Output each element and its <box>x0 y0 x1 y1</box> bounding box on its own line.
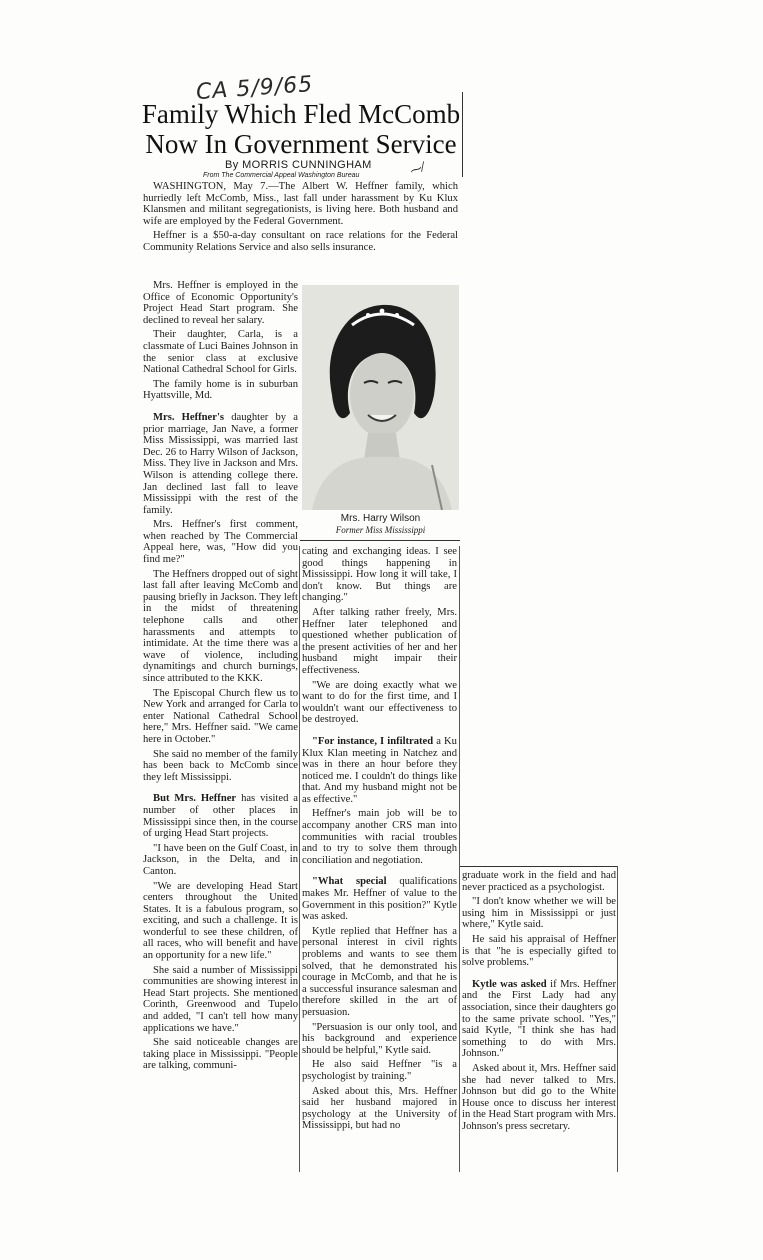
column-2 <box>302 546 457 1135</box>
col3a-paragraph: He said his appraisal of Heffner is that "he is especially gifted to solve problems." <box>462 933 616 969</box>
column-1-top <box>143 280 298 1075</box>
col1e-paragraph: She said noticeable changes are taking place in Mississippi. "People are talking, communi- <box>143 1037 298 1072</box>
col3a-paragraph: "I don't know whether we will be using him in Mississippi or just where," Kytle said. <box>462 896 616 931</box>
pen-mark: ⁓⁄ <box>408 160 426 178</box>
col2e-paragraph: He also said Heffner "is a psychologist by training." <box>302 1059 457 1082</box>
col2e-paragraph: Asked about this, Mrs. Heffner said her husband majored in psychology at the University of Mississippi, but had no <box>302 1085 457 1132</box>
intro-text <box>143 181 458 257</box>
col2a-paragraph: "We are doing exactly what we want to do for the first time, and I wouldn't want our effectiveness to be destroyed. <box>302 679 457 726</box>
col1e-paragraph: "I have been on the Gulf Coast, in Jackson, in the Delta, and in Canton. <box>143 842 298 877</box>
col1e-paragraph: "We are developing Head Start centers throughout the United States. It is a fabulous program, so exciting, and such a challenge. It is wonderful to see these children, of all races, who will benefit and have an opportunity for a new life." <box>143 880 298 962</box>
portrait-illustration <box>302 285 459 510</box>
col3b-text: if Mrs. Heffner and the First Lady had any association, since their daughters go to the same private school. "Yes," said Kytle, "I think she has had something to do with Mrs. Johnson." <box>462 978 617 1060</box>
subhead-lead: Kytle was asked <box>472 978 547 990</box>
headline-right-rule <box>462 92 463 177</box>
caption-name: Mrs. Harry Wilson <box>340 513 421 524</box>
subhead-lead: But Mrs. Heffner <box>153 793 237 805</box>
intro-paragraph-2: Heffner is a $50-a-day consultant on race relations for the Federal Community Relations Service and also sells insurance. <box>143 230 458 253</box>
col1b-text: daughter by a prior marriage, Jan Nave, a former Miss Mississippi, was married last Dec. 26 to Harry Wilson of Jackson, Miss. They live in Jackson and Mrs. Wilson is attending college there. Jan declined last fall to leave Mississippi with the rest of the family. <box>143 411 298 516</box>
col2a-paragraph: After talking rather freely, Mrs. Heffner later telephoned and questioned whether publication of the present activities of her and her husband might impair their effectiveness. <box>302 606 457 676</box>
col2e-paragraph: "Persuasion is our only tool, and his background and experience should be helpful," Kytle said. <box>302 1021 457 1056</box>
col1c-paragraph: She said no member of the family has been back to McComb since they left Mississippi. <box>143 748 298 783</box>
column-3 <box>462 870 616 1135</box>
col1d-text: has visited a number of other places in Mississippi since then, in the course of urging Head Start projects. <box>143 793 298 840</box>
byline: By MORRIS CUNNINGHAM <box>225 159 372 171</box>
col2c-paragraph: Heffner's main job will be to accompany another CRS man into communities with racial troubles and to try to solve them through conciliation and negotiation. <box>302 808 457 866</box>
caption-title: Former Miss Mississippi <box>335 525 426 535</box>
column-separator-1 <box>299 546 300 1172</box>
col1c-paragraph: Mrs. Heffner's first comment, when reached by The Commercial Appeal here, was, "How did you find me?" <box>143 519 298 566</box>
col2e-paragraph: Kytle replied that Heffner has a personal interest in civil rights problems and wants to see them solved, that he demonstrated his courage in McComb, and that he is a successful insurance salesman and therefore skilled in the art of persuasion. <box>302 925 457 1018</box>
col1a-paragraph: Mrs. Heffner is employed in the Office of Economic Opportunity's Project Head Start program. She declined to reveal her salary. <box>143 280 298 326</box>
handwritten-date: CA 5/9/65 <box>195 71 314 106</box>
column-3-top-rule <box>460 866 618 867</box>
col3a-paragraph: graduate work in the field and had never practiced as a psychologist. <box>462 870 616 893</box>
col1a-paragraph: Their daughter, Carla, is a classmate of Luci Baines Johnson in the senior class at exclusive National Cathedral School for Girls. <box>143 329 298 376</box>
col1c-paragraph: The Episcopal Church flew us to New York and arranged for Carla to enter National Cathedral School here," Mrs. Heffner said. "We came here in October." <box>143 687 298 745</box>
headline-line-1: Family Which Fled McComb <box>141 99 461 129</box>
col1a-paragraph: The family home is in suburban Hyattsville, Md. <box>143 378 298 402</box>
subhead-lead: "For instance, I infiltrated <box>312 735 434 747</box>
column-separator-2 <box>459 546 460 1172</box>
bureau-line: From The Commercial Appeal Washington Bureau <box>203 172 360 179</box>
intro-paragraph-1: WASHINGTON, May 7.—The Albert W. Heffner family, which hurriedly left McComb, Miss., last fall under harassment by Ku Klux Klansmen and militant segregationists, is living here. Both husband and wife are employed by the Federal Government. <box>143 181 458 227</box>
column-3-right-rule <box>617 866 618 1172</box>
subhead-lead: Mrs. Heffner's <box>153 411 225 423</box>
caption-rule <box>300 540 460 541</box>
col1c-paragraph: The Heffners dropped out of sight last fall after leaving McComb and pausing briefly in Jackson. They left in the midst of threatening telephone calls and other harassments and attempts to intimidate. At the time there was a wave of violence, including dynamitings and church burnings, since attributed to the KKK. <box>143 568 298 684</box>
headline-line-2: Now In Government Service <box>145 129 457 159</box>
col1e-paragraph: She said a number of Mississippi communities are showing interest in Head Start projects. She mentioned Corinth, Greenwood and Tupelo and added, "I can't tell how many applications we have." <box>143 964 298 1034</box>
subhead-lead: "What special <box>312 876 387 888</box>
col3c-paragraph: Asked about it, Mrs. Heffner said she had never talked to Mrs. Johnson but did go to the White House once to discuss her interest in the Head Start program with Mrs. Johnson's press secretary. <box>462 1062 616 1132</box>
col2d-text: qualifications makes Mr. Heffner of value to the Government in this position?" Kytle was asked. <box>302 876 457 923</box>
portrait-photo <box>302 285 459 510</box>
col2a-paragraph: cating and exchanging ideas. I see good things happening in Mississippi. How long it will take, I don't know. But things are changing." <box>302 546 457 604</box>
col2b-text: a Ku Klux Klan meeting in Natchez and was in there an hour before they noticed me. I couldn't do things like that. And my husband might not be as effective." <box>302 735 457 805</box>
